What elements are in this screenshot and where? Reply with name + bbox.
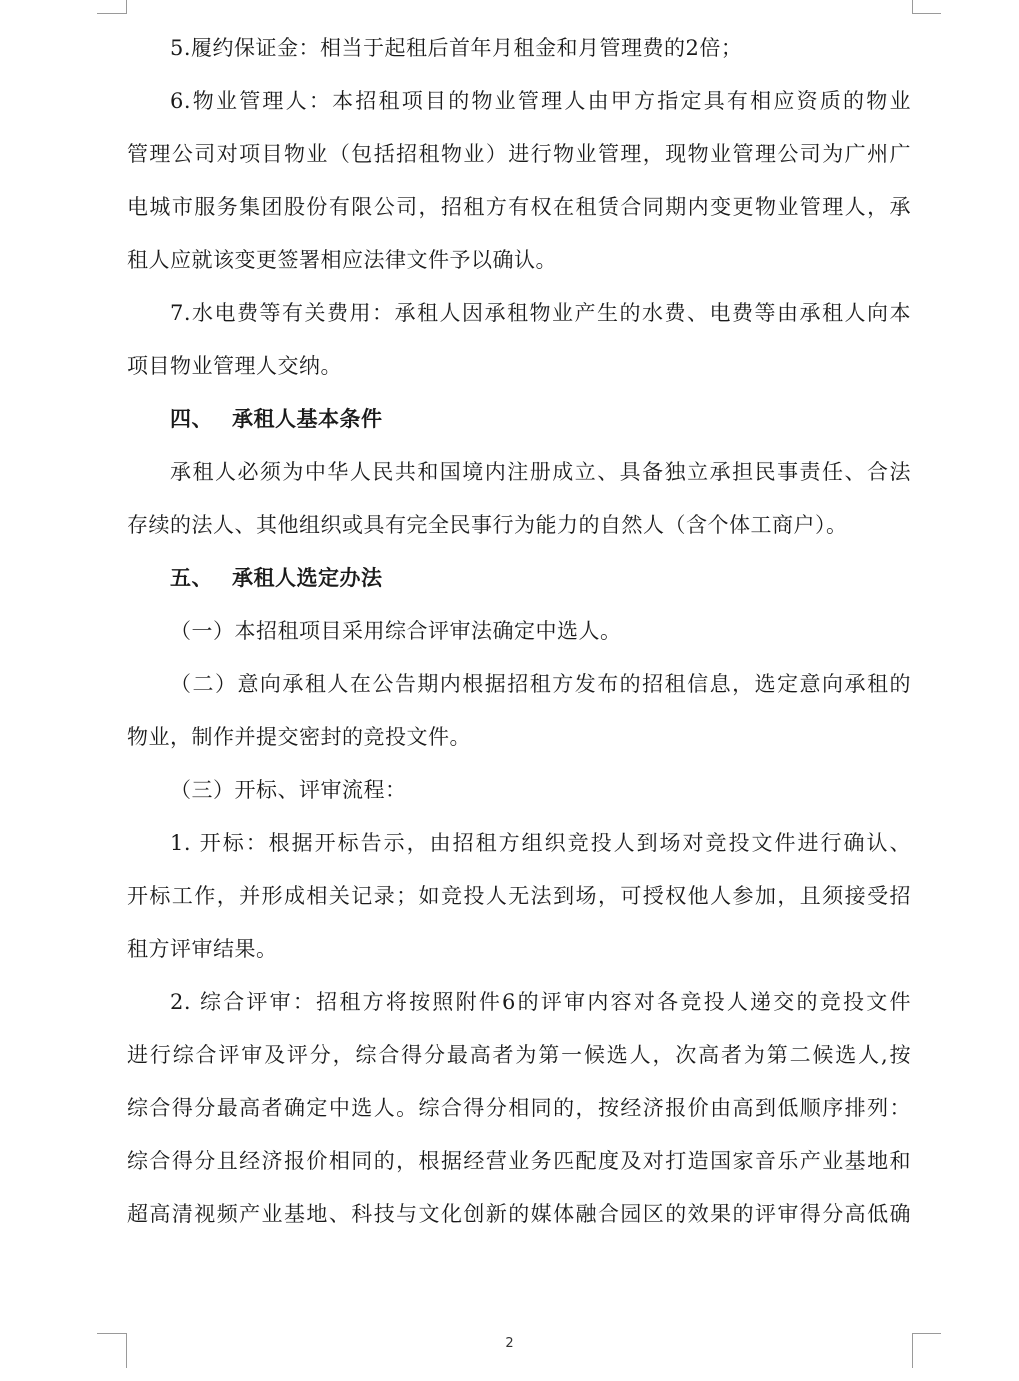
clause-utility-fees-line-1: 7.水电费等有关费用：承租人因承租物业产生的水费、电费等由承租人向本 <box>170 301 911 325</box>
clause-property-manager-line-4: 租人应就该变更签署相应法律文件予以确认。 <box>127 248 557 272</box>
crop-mark-top-left-h <box>97 13 126 14</box>
clause-property-manager-line-1: 6.物业管理人：本招租项目的物业管理人由甲方指定具有相应资质的物业 <box>170 89 911 113</box>
section-heading-lessee-conditions <box>127 393 911 446</box>
step-bid-opening-line-1: 1. 开标：根据开标告示，由招租方组织竞投人到场对竞投文件进行确认、 <box>170 831 911 855</box>
selection-item-2-line-1: （二）意向承租人在公告期内根据招租方发布的招租信息，选定意向承租的 <box>170 672 911 696</box>
lessee-conditions-line-2: 存续的法人、其他组织或具有完全民事行为能力的自然人（含个体工商户）。 <box>127 513 848 537</box>
crop-mark-top-left-v <box>126 0 127 14</box>
crop-mark-bottom-right-h <box>912 1333 941 1334</box>
document-body <box>127 22 911 1241</box>
page-number: 2 <box>505 1336 514 1351</box>
section-number: 五、 <box>170 566 213 590</box>
step-evaluation-line-2: 进行综合评审及评分，综合得分最高者为第一候选人，次高者为第二候选人,按 <box>127 1043 911 1067</box>
step-bid-opening-line-3: 租方评审结果。 <box>127 937 278 961</box>
selection-item-3: （三）开标、评审流程： <box>170 778 407 802</box>
clause-property-manager-line-3: 电城市服务集团股份有限公司，招租方有权在租赁合同期内变更物业管理人，承 <box>127 195 911 219</box>
crop-mark-bottom-left-h <box>97 1333 126 1334</box>
crop-mark-top-right-h <box>912 13 941 14</box>
section-number: 四、 <box>170 407 213 431</box>
clause-performance-bond: 5.履约保证金：相当于起租后首年月租金和月管理费的2倍； <box>170 36 743 60</box>
step-evaluation-line-1: 2. 综合评审：招租方将按照附件6的评审内容对各竞投人递交的竞投文件 <box>170 990 911 1014</box>
step-bid-opening-line-2: 开标工作，并形成相关记录；如竞投人无法到场，可授权他人参加，且须接受招 <box>127 884 911 908</box>
section-heading-selection-method <box>127 552 911 605</box>
selection-item-1: （一）本招租项目采用综合评审法确定中选人。 <box>170 619 622 643</box>
clause-utility-fees-line-2: 项目物业管理人交纳。 <box>127 354 342 378</box>
clause-property-manager-line-2: 管理公司对项目物业（包括招租物业）进行物业管理，现物业管理公司为广州广 <box>127 142 911 166</box>
selection-item-2-line-2: 物业，制作并提交密封的竞投文件。 <box>127 725 471 749</box>
lessee-conditions-line-1: 承租人必须为中华人民共和国境内注册成立、具备独立承担民事责任、合法 <box>170 460 911 484</box>
section-title: 承租人基本条件 <box>232 407 383 431</box>
step-evaluation-line-4: 综合得分且经济报价相同的，根据经营业务匹配度及对打造国家音乐产业基地和 <box>127 1149 911 1173</box>
step-evaluation-line-5: 超高清视频产业基地、科技与文化创新的媒体融合园区的效果的评审得分高低确 <box>127 1202 911 1226</box>
section-title: 承租人选定办法 <box>232 566 383 590</box>
step-evaluation-line-3: 综合得分最高者确定中选人。综合得分相同的，按经济报价由高到低顺序排列： <box>127 1096 911 1120</box>
crop-mark-top-right-v <box>912 0 913 14</box>
